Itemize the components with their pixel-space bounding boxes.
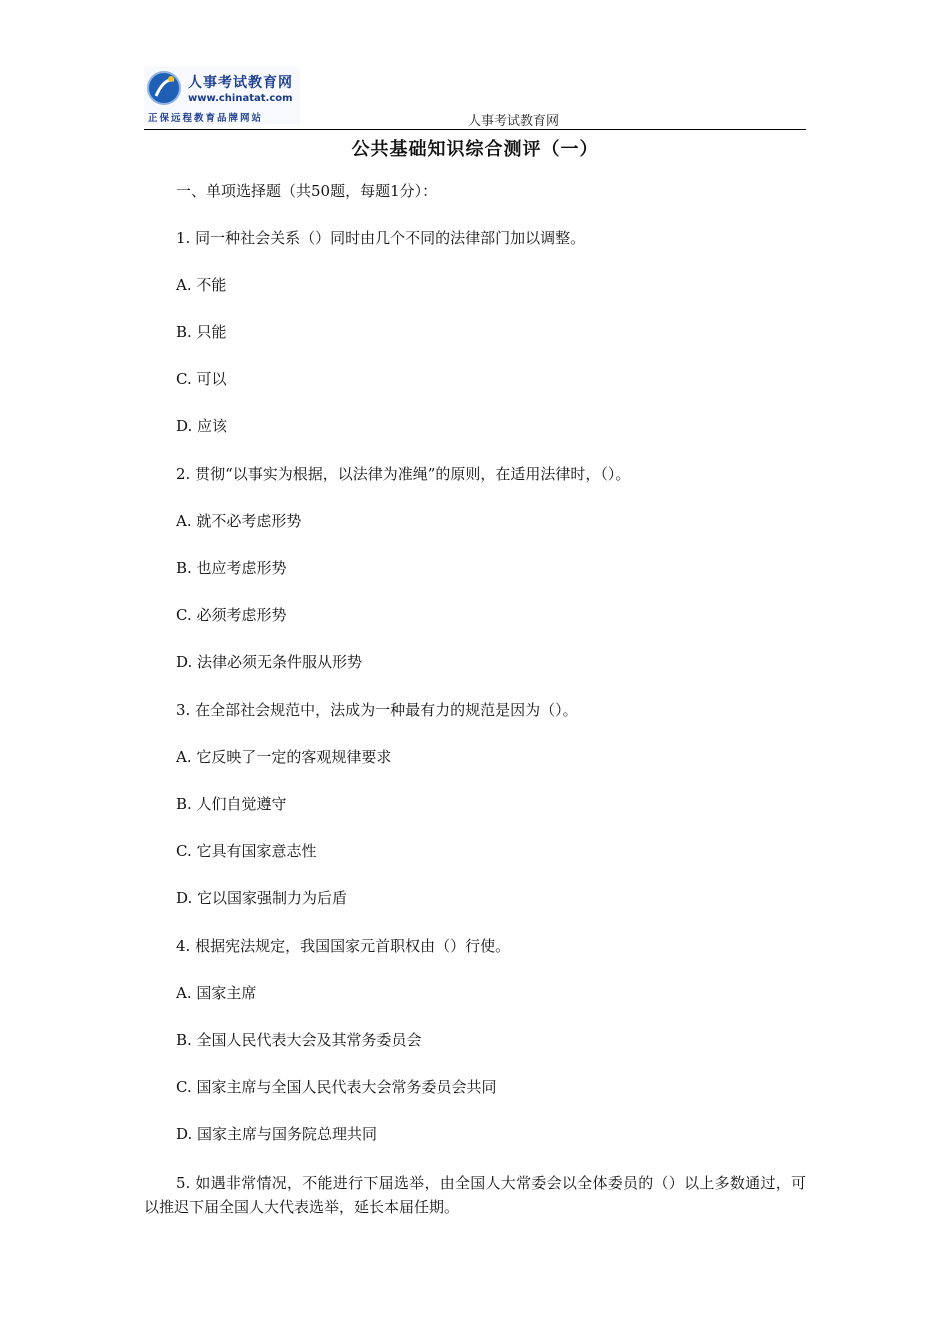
header-divider	[144, 129, 806, 130]
q1-option-c: C. 可以	[176, 370, 227, 388]
q4-option-a: A. 国家主席	[176, 984, 257, 1002]
question-2: 2. 贯彻“以事实为根据，以法律为准绳”的原则，在适用法律时，（）。	[176, 465, 631, 483]
q3-option-b: B. 人们自觉遵守	[176, 795, 287, 813]
q1-option-d: D. 应该	[176, 417, 228, 435]
document-title: 公共基础知识综合测评（一）	[351, 139, 599, 160]
question-5: 5. 如遇非常情况，不能进行下届选举，由全国人大常委会以全体委员的（）以上多数通过，可以推迟下届全国人大代表选举，延长本届任期。	[144, 1174, 806, 1216]
q4-option-d: D. 国家主席与国务院总理共同	[176, 1125, 378, 1143]
q1-option-a: A. 不能	[176, 276, 227, 294]
question-1: 1. 同一种社会关系（）同时由几个不同的法律部门加以调整。	[176, 229, 586, 247]
q3-option-a: A. 它反映了一定的客观规律要求	[176, 748, 392, 766]
logo-name: 人事考试教育网	[188, 75, 293, 91]
logo-slogan: 正保远程教育品牌网站	[148, 113, 264, 124]
q2-option-a: A. 就不必考虑形势	[176, 512, 302, 530]
site-logo[interactable]	[144, 66, 300, 124]
q2-option-b: B. 也应考虑形势	[176, 559, 287, 577]
q2-option-c: C. 必须考虑形势	[176, 606, 287, 624]
q4-option-b: B. 全国人民代表大会及其常务委员会	[176, 1031, 422, 1049]
header-site-name: 人事考试教育网	[468, 114, 560, 129]
q1-option-b: B. 只能	[176, 323, 227, 341]
q3-option-c: C. 它具有国家意志性	[176, 842, 317, 860]
section-heading: 一、单项选择题（共50题，每题1分）：	[176, 182, 438, 200]
logo-url: www.chinatat.com	[188, 93, 293, 104]
q2-option-d: D. 法律必须无条件服从形势	[176, 653, 363, 671]
logo-emblem-icon	[144, 68, 186, 110]
q3-option-d: D. 它以国家强制力为后盾	[176, 889, 348, 907]
question-4: 4. 根据宪法规定，我国国家元首职权由（）行使。	[176, 937, 511, 955]
q4-option-c: C. 国家主席与全国人民代表大会常务委员会共同	[176, 1078, 497, 1096]
question-3: 3. 在全部社会规范中，法成为一种最有力的规范是因为（）。	[176, 701, 578, 719]
